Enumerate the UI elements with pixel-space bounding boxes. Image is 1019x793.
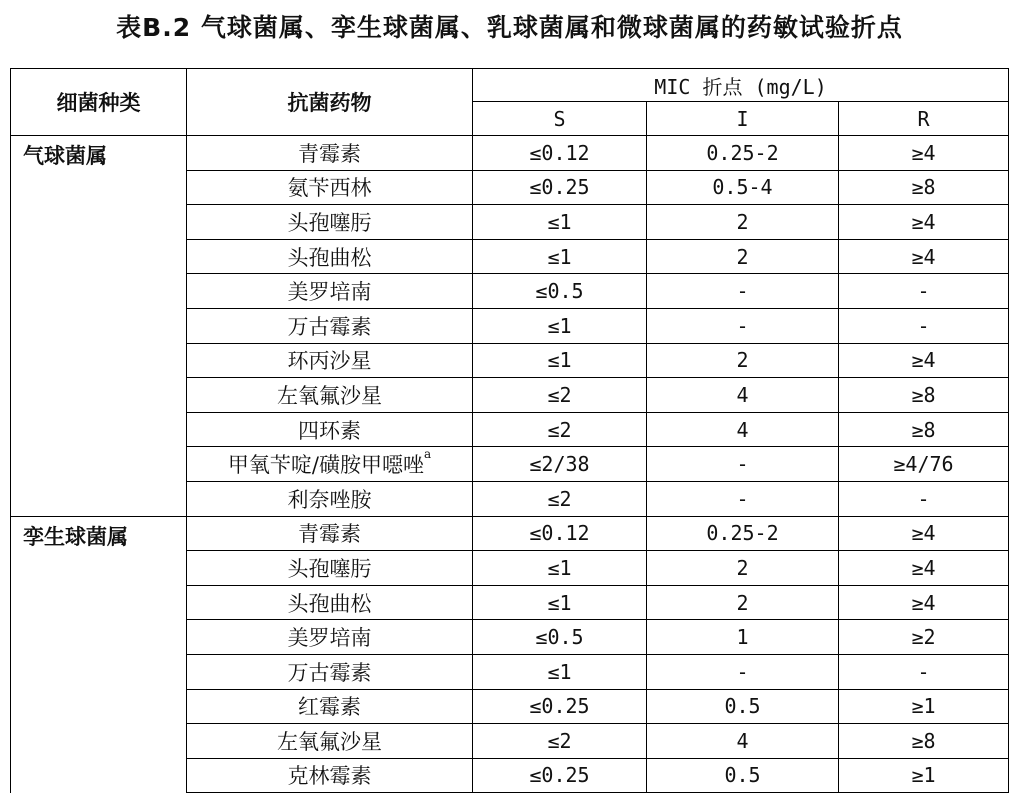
- mic-r-cell: ≥8: [839, 378, 1009, 413]
- mic-i-cell: 0.5: [647, 758, 839, 793]
- mic-s-cell: ≤0.5: [473, 274, 647, 309]
- header-i: I: [647, 102, 839, 136]
- drug-cell: [187, 343, 473, 378]
- drug-name: 青霉素: [298, 522, 361, 547]
- footnote-marker: a: [423, 447, 432, 462]
- drug-name: 甲氧苄啶/磺胺甲噁唑: [227, 453, 424, 478]
- drug-cell: [187, 724, 473, 759]
- drug-cell: [187, 205, 473, 240]
- drug-name: 头孢噻肟: [287, 556, 372, 581]
- mic-r-cell: ≥4: [839, 516, 1009, 551]
- table-row: [11, 136, 1009, 171]
- mic-s-cell: ≤1: [473, 239, 647, 274]
- header-s: S: [473, 102, 647, 136]
- drug-cell: [187, 447, 473, 482]
- mic-s-cell: ≤0.25: [473, 170, 647, 205]
- mic-i-cell: 4: [647, 378, 839, 413]
- mic-s-cell: ≤2: [473, 412, 647, 447]
- drug-cell: [187, 239, 473, 274]
- mic-r-cell: ≥4: [839, 585, 1009, 620]
- drug-name: 青霉素: [298, 141, 361, 166]
- mic-i-cell: -: [647, 308, 839, 343]
- mic-i-cell: 2: [647, 205, 839, 240]
- drug-cell: [187, 308, 473, 343]
- mic-r-cell: ≥4/76: [839, 447, 1009, 482]
- mic-r-cell: ≥8: [839, 170, 1009, 205]
- drug-name: 头孢噻肟: [287, 210, 372, 235]
- table-body: [11, 136, 1009, 793]
- mic-r-cell: ≥8: [839, 724, 1009, 759]
- table-title: 表B.2 气球菌属、孪生球菌属、乳球菌属和微球菌属的药敏试验折点: [116, 13, 903, 42]
- mic-i-cell: 2: [647, 239, 839, 274]
- mic-r-cell: ≥8: [839, 412, 1009, 447]
- drug-cell: [187, 378, 473, 413]
- mic-s-cell: ≤1: [473, 654, 647, 689]
- mic-i-cell: 2: [647, 551, 839, 586]
- drug-cell: [187, 274, 473, 309]
- mic-r-cell: -: [839, 274, 1009, 309]
- mic-i-cell: 4: [647, 412, 839, 447]
- header-r: R: [839, 102, 1009, 136]
- mic-r-cell: ≥4: [839, 205, 1009, 240]
- mic-s-cell: ≤0.25: [473, 758, 647, 793]
- drug-name: 左氧氟沙星: [277, 383, 382, 408]
- genus-label: 孪生球菌属: [11, 516, 187, 793]
- breakpoint-table: [10, 68, 1009, 793]
- header-mic: MIC 折点 (mg/L): [473, 69, 1009, 102]
- drug-cell: [187, 758, 473, 793]
- drug-cell: [187, 654, 473, 689]
- mic-s-cell: ≤1: [473, 551, 647, 586]
- mic-s-cell: ≤2: [473, 481, 647, 516]
- mic-s-cell: ≤2: [473, 724, 647, 759]
- drug-name: 环丙沙星: [287, 349, 372, 374]
- mic-r-cell: ≥4: [839, 239, 1009, 274]
- drug-name: 美罗培南: [287, 626, 372, 651]
- drug-cell: [187, 620, 473, 655]
- mic-i-cell: 4: [647, 724, 839, 759]
- mic-s-cell: ≤0.12: [473, 516, 647, 551]
- drug-cell: [187, 516, 473, 551]
- drug-name: 万古霉素: [287, 314, 372, 339]
- table-row: [11, 516, 1009, 551]
- drug-cell: [187, 689, 473, 724]
- mic-r-cell: ≥4: [839, 343, 1009, 378]
- header-genus: 细菌种类: [11, 69, 187, 136]
- mic-i-cell: 1: [647, 620, 839, 655]
- mic-s-cell: ≤1: [473, 585, 647, 620]
- mic-i-cell: -: [647, 447, 839, 482]
- mic-s-cell: ≤0.25: [473, 689, 647, 724]
- mic-i-cell: 2: [647, 585, 839, 620]
- mic-s-cell: ≤2: [473, 378, 647, 413]
- drug-name: 头孢曲松: [287, 245, 372, 270]
- mic-i-cell: 2: [647, 343, 839, 378]
- drug-name: 四环素: [298, 418, 361, 443]
- header-drug: 抗菌药物: [187, 69, 473, 136]
- mic-i-cell: -: [647, 654, 839, 689]
- drug-name: 克林霉素: [287, 764, 372, 789]
- drug-name: 氨苄西林: [287, 176, 372, 201]
- drug-cell: [187, 136, 473, 171]
- mic-s-cell: ≤1: [473, 205, 647, 240]
- drug-name: 美罗培南: [287, 280, 372, 305]
- mic-r-cell: ≥1: [839, 758, 1009, 793]
- genus-label: 气球菌属: [11, 136, 187, 517]
- mic-i-cell: -: [647, 481, 839, 516]
- mic-r-cell: ≥4: [839, 551, 1009, 586]
- mic-r-cell: ≥4: [839, 136, 1009, 171]
- mic-r-cell: ≥2: [839, 620, 1009, 655]
- mic-s-cell: ≤1: [473, 343, 647, 378]
- mic-r-cell: ≥1: [839, 689, 1009, 724]
- drug-name: 万古霉素: [287, 660, 372, 685]
- mic-s-cell: ≤2/38: [473, 447, 647, 482]
- mic-i-cell: -: [647, 274, 839, 309]
- drug-name: 头孢曲松: [287, 591, 372, 616]
- drug-cell: [187, 481, 473, 516]
- drug-cell: [187, 551, 473, 586]
- mic-i-cell: 0.25-2: [647, 516, 839, 551]
- mic-r-cell: -: [839, 654, 1009, 689]
- drug-cell: [187, 585, 473, 620]
- drug-cell: [187, 170, 473, 205]
- drug-cell: [187, 412, 473, 447]
- mic-i-cell: 0.25-2: [647, 136, 839, 171]
- mic-s-cell: ≤1: [473, 308, 647, 343]
- drug-name: 左氧氟沙星: [277, 729, 382, 754]
- mic-r-cell: -: [839, 481, 1009, 516]
- mic-r-cell: -: [839, 308, 1009, 343]
- mic-s-cell: ≤0.12: [473, 136, 647, 171]
- mic-i-cell: 0.5: [647, 689, 839, 724]
- mic-s-cell: ≤0.5: [473, 620, 647, 655]
- drug-name: 利奈唑胺: [287, 487, 372, 512]
- mic-i-cell: 0.5-4: [647, 170, 839, 205]
- drug-name: 红霉素: [298, 695, 361, 720]
